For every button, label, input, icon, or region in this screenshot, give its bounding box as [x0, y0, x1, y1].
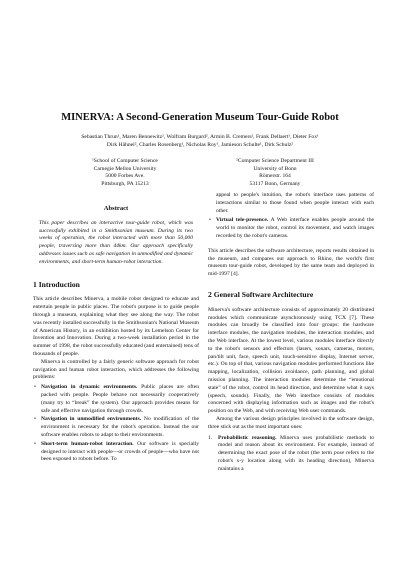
list-item-lead: Short-term human-robot interaction. — [41, 440, 134, 447]
affiliation-line: Römerstr. 164 — [259, 173, 291, 180]
list-item-lead: Navigation in unmodified environments. — [41, 416, 142, 423]
list-item — [41, 441, 199, 464]
author-list — [20, 133, 380, 149]
intro-paragraph: Minerva is controlled by a fairly generic software approach for robot navigation and human robot interaction, which addresses the following problems: — [33, 358, 199, 381]
list-item-text: No modification of the environment is necessary for the robot's operation. Instead the our software enables robots to adapt to their environments. — [41, 416, 200, 438]
list-item-term: pose — [333, 450, 345, 457]
list-item-lead: Probabilistic reasoning. — [218, 434, 277, 441]
abstract-heading: Abstract — [103, 205, 129, 212]
paper-title: MINERVA: A Second-Generation Museum Tour-Guide Robot — [61, 112, 339, 123]
list-item — [216, 217, 374, 240]
abstract-text: This paper describes an interactive tour-guide robot, which was successfully exhibited in a Smithsonian museum. During its two weeks of operation, the robot interacted with more than 50,000 people, traversing more than 44km. Our approach specifically addresses issues such as safe navigation in unmodified and dynamic environments, and short-term human-robot interaction. — [39, 219, 193, 265]
problem-list — [33, 384, 199, 464]
section-heading-introduction: 1 Introduction — [33, 279, 80, 289]
list-item-lead: Virtual tele-presence. — [216, 217, 269, 224]
affiliation-line: 5000 Forbes Ave. — [105, 173, 145, 180]
body-paragraph: Minerva's software architecture consists of approximately 20 distributed modules which communicate asynchronously using TCX [7]. These modules can broadly be classified into four groups: the hardware interface modules, the navigation modules, the interaction modules, and the Web interface. At the lowest level, various modules interface directly to the robot's sensors and effectors (lasers, sonars, cameras, motors, pan/tilt unit, face, speech unit, touch-sensitive display, Internet server, etc.). On top of that, various navigation modules performed functions like mapping, localization, collision avoidance, path planning, and global mission planning. The interaction modules determine the “emotional state” of the robot, control its head direction, and determine what it says (speech, sounds). Finally, the Web interface consists of modules concerned with displaying information such as images and the robot's position on the Web, and with receiving Web user commands. — [208, 306, 374, 415]
list-item-lead: Navigation in dynamic environments. — [41, 384, 138, 391]
list-item-text: Our software is specially designed to interact with people—or crowds of people—who have not been exposed to robots before. To — [41, 440, 199, 463]
problem-list-continued — [208, 217, 374, 240]
affiliation-line: 53117 Bonn, Germany — [249, 180, 301, 187]
body-paragraph: Among the various design principles involved in the software design, three stick out as the most important ones: — [208, 415, 374, 430]
body-paragraph: This article describes the software architecture, reports results obtained in the museum, and compares our approach to Rhino, the world's first museum tour-guide robot, developed by the same team and deployed in mid-1997 [4]. — [208, 247, 374, 278]
list-item-text: A Web interface enables people around the world to monitor the robot, control its movement, and watch images recorded by the robot's cameras. — [216, 217, 374, 239]
affiliation-line: ²Computer Science Department III — [236, 158, 314, 164]
list-item-text: Minerva uses probabilistic methods to model and reason about its environment. For example, instead of determining the exact pose of the robot (the term — [218, 434, 374, 457]
list-item — [41, 384, 199, 415]
left-column — [33, 205, 199, 466]
author-line: Dirk Hähnel², Charles Rosenberg¹, Nicholas Roy¹, Jamieson Schulte¹, Dirk Schulz² — [106, 142, 294, 148]
affiliation-line: Pittsburgh, PA 15213 — [101, 180, 149, 187]
list-item — [41, 416, 199, 439]
author-line: Sebastian Thrun¹, Maren Bennewitz², Wolfram Burgard², Armin B. Cremers², Frank Dellaert¹, Dieter Fox¹ — [81, 134, 319, 140]
section-heading-architecture: 2 General Software Architecture — [208, 289, 314, 299]
affiliation-line: ¹School of Computer Science — [92, 158, 158, 164]
affiliation-cmu — [65, 158, 185, 188]
principle-list — [208, 435, 374, 474]
affiliation-line: Carnegie Mellon University — [93, 165, 157, 172]
affiliation-bonn — [215, 158, 335, 188]
affiliation-line: University of Bonn — [253, 165, 297, 172]
right-column — [208, 192, 374, 474]
list-number: 1. — [208, 434, 213, 441]
list-item-continuation: appeal to people's intuition, the robot's interface uses patterns of interactions similar to those found when people interact with each other. — [216, 192, 374, 214]
list-item-text: refers to the robot's x-y location along with its heading direction), Minerva maintains a — [218, 450, 374, 472]
list-item-text: Public places are often packed with people. People behave not necessarily cooperatively (many try to “break” the system). Our approach provides means for safe and effective navigation through crowds. — [41, 384, 199, 414]
intro-paragraph: This article describes Minerva, a mobile robot designed to educate and entertain people in public places. The robot's purpose is to guide people through a museum, explaining what they see along the way. The robot was recently installed successfully in the Smithsonian's National Museum of American History, in an exhibition hosted by its Lemelson Center for Invention and Innovation. During a two-week installation period in the summer of 1998, the robot successfully educated (and entertained) tens of thousands of people. — [33, 296, 199, 357]
list-item — [208, 434, 374, 474]
